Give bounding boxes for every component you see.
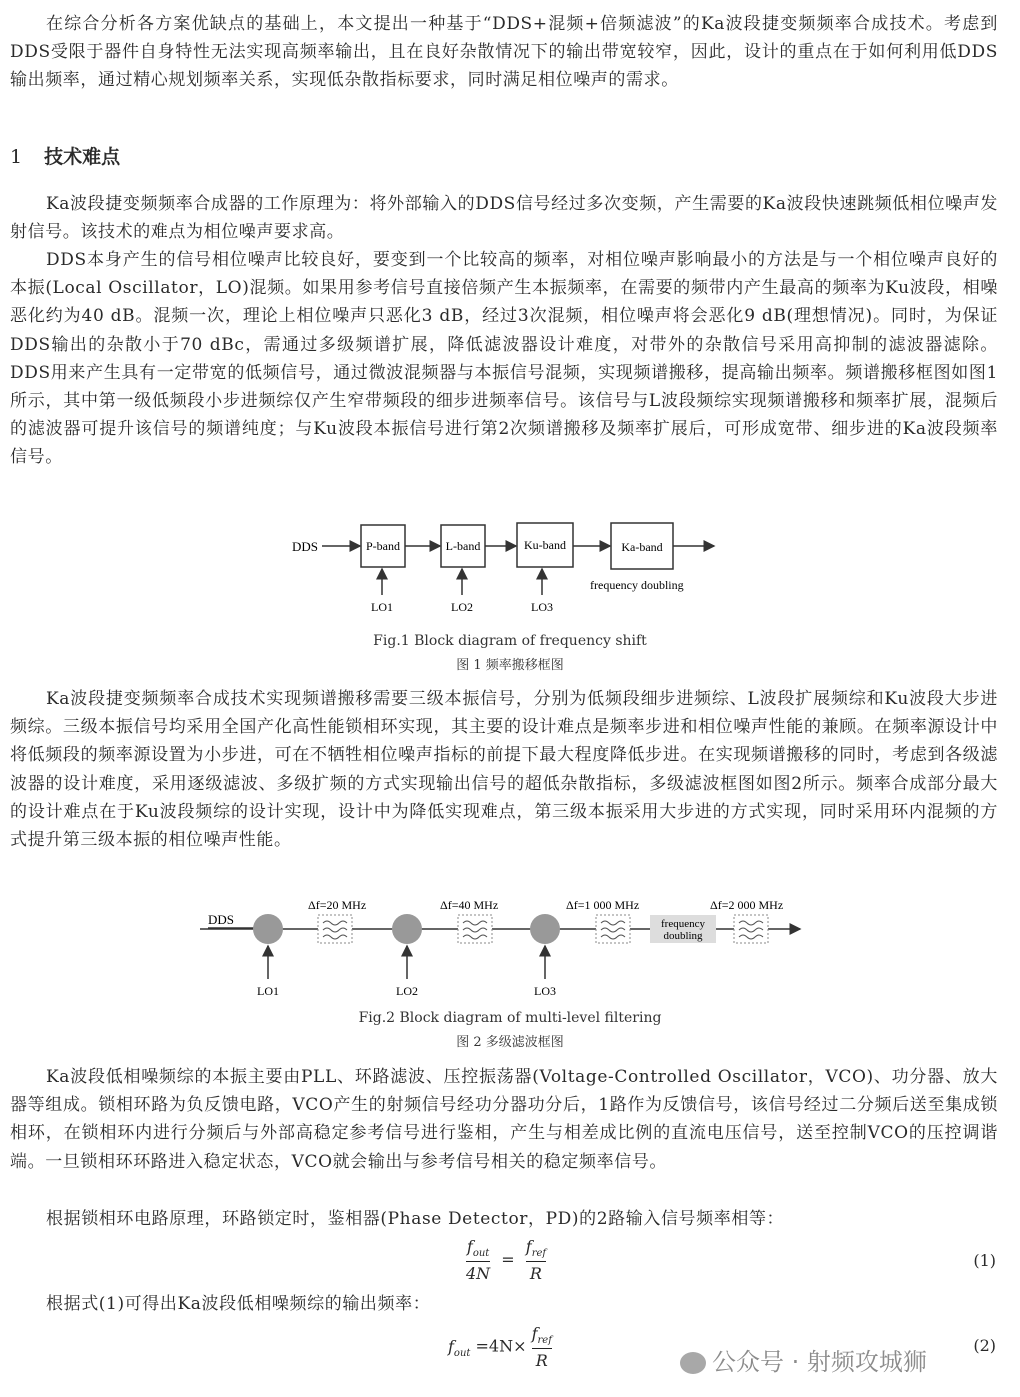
- fig2-filter-4: [734, 915, 768, 943]
- paragraph-pll: Ka波段低相噪频综的本振主要由PLL、环路滤波、压控振荡器(Voltage-Controlled Oscillator，VCO)、功分器、放大器等组成。锁相环路为负反馈电路，VCO产生的射频信号经功分器功分后，1路作为反馈信号，该信号经过二分频后送至集成锁相环，在锁相环内进行分频后与外部高稳定参考信号进行鉴相，产生与相差成比例的直流电压信号，送至控制VCO的压控调谐端。一旦锁相环环路进入稳定状态，VCO就会输出与参考信号相关的稳定频率信号。: [10, 1067, 998, 1172]
- watermark: 公众号 · 射频攻城狮: [680, 1342, 927, 1377]
- fig1-caption-en: Fig.1 Block diagram of frequency shift: [373, 633, 647, 649]
- fig1-block-p-label: P-band: [366, 539, 400, 553]
- fig2-filter-3: [596, 915, 630, 943]
- fig2-delta-4: Δf=2 000 MHz: [710, 898, 784, 912]
- fig2-filter-1: [318, 915, 352, 943]
- fig2-caption-cn: 图 2 多级滤波框图: [456, 1035, 564, 1050]
- wechat-icon: [680, 1352, 706, 1374]
- figure-1-diagram: [280, 515, 740, 625]
- equation-2: $f_{out} =4N\times$ $\frac{f_{ref}}{R}$: [448, 1324, 552, 1371]
- fig2-delta-1: Δf=20 MHz: [308, 898, 367, 912]
- section-title: 技术难点: [44, 146, 121, 168]
- fig2-doubling-line2: doubling: [663, 930, 703, 942]
- fig1-doubling-note: frequency doubling: [590, 578, 684, 592]
- fig2-lo3: LO3: [534, 984, 556, 998]
- fig2-mixer-3: [530, 914, 560, 944]
- fig2-filter-2: [458, 915, 492, 943]
- fig1-caption-cn: 图 1 频率搬移框图: [456, 658, 564, 673]
- equation-1-number: (1): [973, 1251, 996, 1270]
- paragraph-output: 根据式(1)可得出Ka波段低相噪频综的输出频率：: [46, 1294, 431, 1314]
- fig2-delta-3: Δf=1 000 MHz: [566, 898, 640, 912]
- fig2-mixer-2: [392, 914, 422, 944]
- fig2-lo1: LO1: [257, 984, 279, 998]
- fig1-lo3: LO3: [531, 600, 553, 614]
- fig2-lo2: LO2: [396, 984, 418, 998]
- fig1-dds-label: DDS: [292, 539, 319, 554]
- fig2-delta-2: Δf=40 MHz: [440, 898, 499, 912]
- figure-2-diagram: [200, 895, 820, 1005]
- paragraph-pd: 根据锁相环电路原理，环路锁定时，鉴相器(Phase Detector，PD)的2路输入信号频率相等：: [46, 1209, 785, 1229]
- paragraph-intro: 在综合分析各方案优缺点的基础上，本文提出一种基于“DDS+混频+倍频滤波”的Ka波段捷变频频率合成技术。考虑到DDS受限于器件自身特性无法实现高频率输出，且在良好杂散情况下的输出带宽较窄，因此，设计的重点在于如何利用低DDS输出频率，通过精心规划频率关系，实现低杂散指标要求，同时满足相位噪声的需求。: [10, 14, 998, 91]
- fig2-mixer-1: [253, 914, 283, 944]
- fig1-block-ku-label: Ku-band: [524, 538, 566, 552]
- section-number: 1: [10, 146, 23, 168]
- paragraph-dds: DDS本身产生的信号相位噪声比较良好，要变到一个比较高的频率，对相位噪声影响最小的方法是与一个相位噪声良好的本振(Local Oscillator，LO)混频。如果用参考信号直接倍频产生本振频率，在需要的频带内产生最高的频率为Ku波段，相噪恶化约为40 dB。混频一次，理论上相位噪声只恶化3 dB，经过3次混频，相位噪声将会恶化9 dB(理想情况)。同时，为保证DDS输出的杂散小于70 dBc，需通过多级频谱扩展，降低滤波器设计难度，对带外的杂散信号采用高抑制的滤波器滤除。DDS用来产生具有一定带宽的低频信号，通过微波混频器与本振信号混频，实现频谱搬移，提高输出频率。频谱搬移框图如图1所示，其中第一级低频段小步进频综仅产生窄带频段的细步进频率信号。该信号与L波段频综实现频谱搬移和频率扩展，混频后的滤波器可提升该信号的频谱纯度；与Ku波段本振信号进行第2次频谱搬移及频率扩展后，可形成宽带、细步进的Ka波段频率信号。: [10, 250, 998, 468]
- fig2-caption-en: Fig.2 Block diagram of multi-level filtering: [358, 1010, 662, 1026]
- paragraph-lo: Ka波段捷变频频率合成技术实现频谱搬移需要三级本振信号，分别为低频段细步进频综、L波段扩展频综和Ku波段大步进频综。三级本振信号均采用全国产化高性能锁相环实现，其主要的设计难点是频率步进和相位噪声性能的兼顾。在频率源设计中将低频段的频率源设置为小步进，可在不牺牲相位噪声指标的前提下最大程度降低步进。在实现频谱搬移的同时，考虑到各级滤波器的设计难度，采用逐级滤波、多级扩频的方式实现输出信号的超低杂散指标，多级滤波框图如图2所示。频率合成部分最大的设计难点在于Ku波段频综的设计实现，设计中为降低实现难点，第三级本振采用大步进的方式实现，同时采用环内混频的方式提升第三级本振的相位噪声性能。: [10, 689, 998, 851]
- paragraph-principle: Ka波段捷变频频率合成器的工作原理为：将外部输入的DDS信号经过多次变频，产生需要的Ka波段快速跳频低相位噪声发射信号。该技术的难点为相位噪声要求高。: [10, 194, 998, 243]
- fig1-lo2: LO2: [451, 600, 473, 614]
- section-heading: [10, 142, 120, 169]
- fig1-block-l-label: L-band: [445, 539, 481, 553]
- fig2-doubling-line1: frequency: [661, 918, 705, 930]
- fig1-lo1: LO1: [371, 600, 393, 614]
- equation-1: $\frac{f_{out}}{4N}$ = $\frac{f_{ref}}{R}$: [466, 1237, 547, 1284]
- fig1-block-ka-label: Ka-band: [621, 540, 663, 554]
- equation-2-number: (2): [973, 1336, 996, 1355]
- fig2-dds-label: DDS: [208, 912, 235, 927]
